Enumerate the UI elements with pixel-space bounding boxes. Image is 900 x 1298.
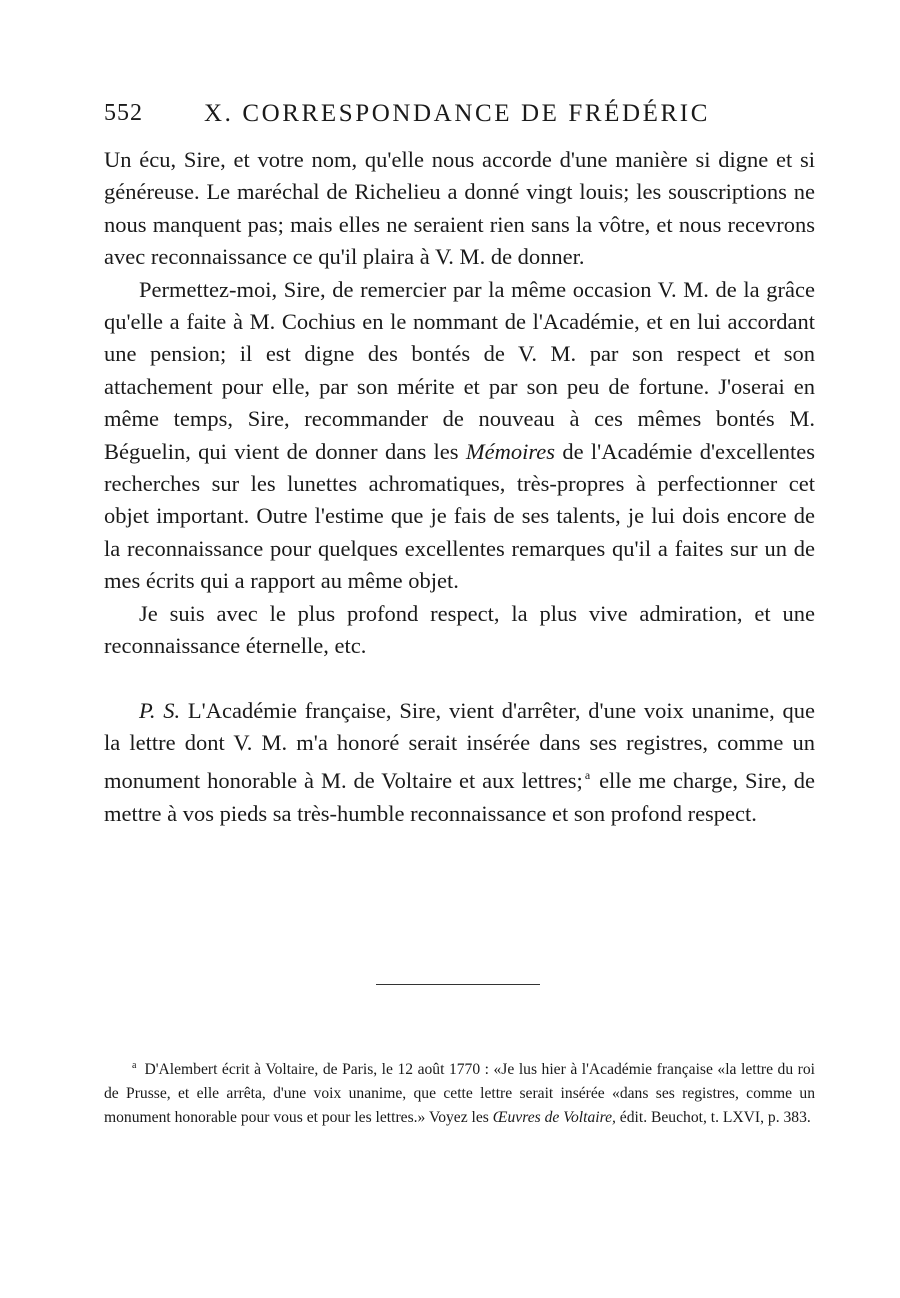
running-title: X. CORRESPONDANCE DE FRÉDÉRIC — [204, 100, 711, 127]
page-number: 552 — [104, 100, 143, 126]
closing-paragraph: Je suis avec le plus profond respect, la plus vive admiration, et une reconnaissance éternelle, etc. — [104, 600, 815, 659]
footnote-divider — [376, 984, 540, 985]
footnote-text-b: édit. Beuchot, t. LXVI, p. 383. — [615, 1109, 811, 1127]
footnote-mark: a — [132, 1060, 137, 1071]
paragraph-2 — [104, 274, 815, 598]
memoires-title: Mémoires — [465, 438, 556, 464]
postscript-text-b: elle me charge, Sire, de mettre à vos pieds sa très-humble reconnaissance et son profond respect. — [104, 768, 815, 826]
footnote-text-a: D'Alembert écrit à Voltaire, de Paris, le 12 août 1770 : «Je lus hier à l'Académie française «la lettre du roi de Prusse, et elle arrêta, d'une voix unanime, que cette lettre serait insérée «dans ses registres, comme un monument honorable pour vous et pour les lettres.» Voyez les — [104, 1061, 815, 1127]
paragraph-1: Un écu, Sire, et votre nom, qu'elle nous accorde d'une manière si digne et si généreuse. Le maréchal de Richelieu a donné vingt louis; les souscriptions ne nous manquent pas; mais elles ne seraient rien sans la vôtre, et nous recevrons avec reconnaissance ce qu'il plaira à V. M. de donner. — [104, 147, 815, 270]
footnote-reference: a — [584, 768, 591, 783]
footnote — [104, 1054, 815, 1131]
page-header — [104, 100, 804, 140]
postscript-text-a: L'Académie française, Sire, vient d'arrêter, d'une voix unanime, que la lettre dont V. M. m'a honoré serait insérée dans ses registres, comme un monument honorable à M. de Voltaire et aux lettres; — [104, 697, 816, 794]
postscript-label: P. S. — [139, 697, 181, 723]
paragraph-2-text-a: Permettez-moi, Sire, de remercier par la même occasion V. M. de la grâce qu'elle a faite à M. Cochius en le nommant de l'Académie, et en lui accordant une pension; il est digne des bontés de V. M. par son respect et son attachement pour elle, par son mérite et par son peu de fortune. J'oserai en même temps, Sire, recommander de nouveau à ces mêmes bontés M. Béguelin, qui vient de donner dans les — [104, 276, 815, 464]
postscript — [104, 695, 815, 831]
paragraph-2-text-b: de l'Académie d'excellentes recherches sur les lunettes achromatiques, très-propres à perfectionner cet objet important. Outre l'estime que je fais de ses talents, je lui dois encore de la reconnaissance pour quelques excellentes remarques qu'il a faites sur un de mes écrits qui a rapport au même objet. — [104, 438, 815, 594]
oeuvres-title: Œuvres de Voltaire, — [492, 1109, 616, 1127]
letter-body — [104, 144, 815, 830]
